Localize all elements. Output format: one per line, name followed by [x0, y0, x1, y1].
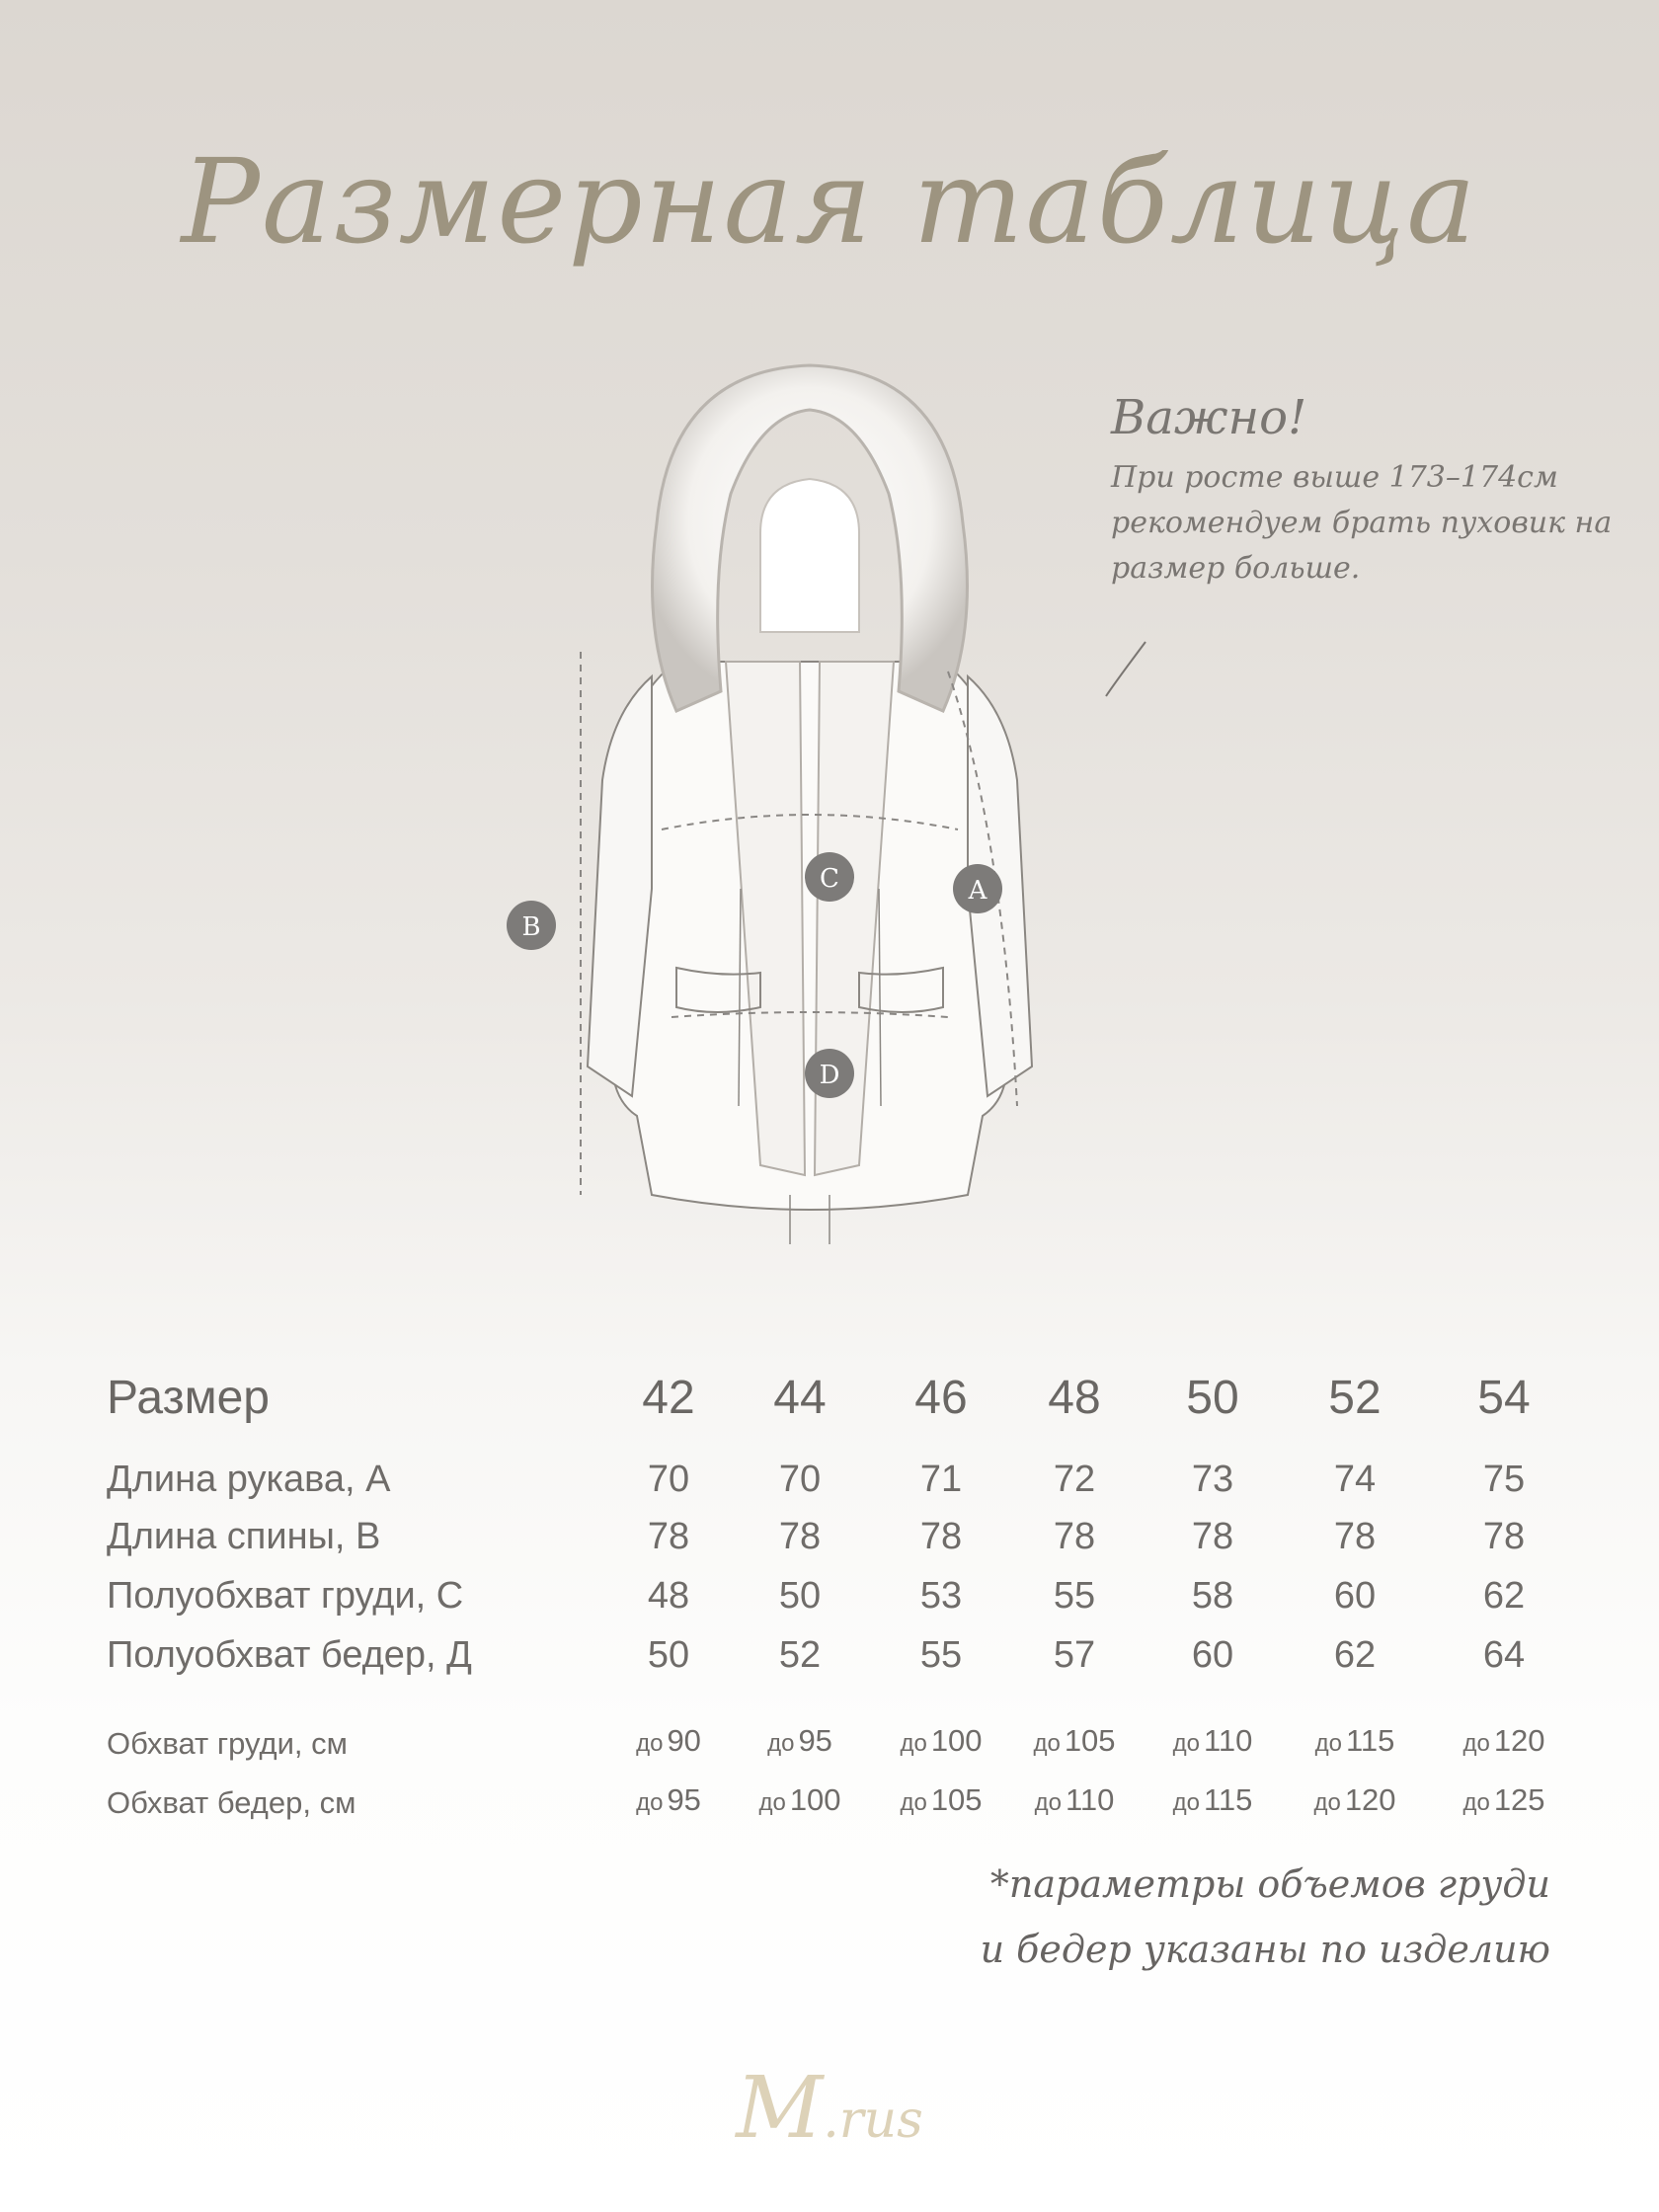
note-heading: Важно! — [1111, 390, 1307, 445]
marker-d — [805, 1049, 854, 1098]
size-header-cell: 54 — [1477, 1372, 1531, 1424]
coat-body — [612, 662, 1007, 1210]
size-header-cell: 44 — [773, 1372, 827, 1424]
table-cell: 78 — [919, 1516, 963, 1557]
footnote-line-2: и бедер указаны по изделию — [980, 1928, 1550, 1971]
table-cell: 78 — [1333, 1516, 1377, 1557]
body-cell: до 120 — [1462, 1723, 1545, 1758]
table-cell: 72 — [1053, 1459, 1096, 1500]
row-label: Полуобхват груди, С — [107, 1575, 464, 1617]
table-cell: 58 — [1191, 1575, 1234, 1617]
table-cell: 78 — [647, 1516, 690, 1557]
body-cell: до 115 — [1172, 1782, 1253, 1817]
table-cell: 50 — [778, 1575, 822, 1617]
logo-suffix: .rus — [823, 2091, 923, 2150]
table-cell: 52 — [778, 1634, 822, 1676]
size-header-cell: 50 — [1186, 1372, 1239, 1424]
table-cell: 55 — [1053, 1575, 1096, 1617]
table-cell: 62 — [1482, 1575, 1526, 1617]
table-cell: 62 — [1333, 1634, 1377, 1676]
table-cell: 48 — [647, 1575, 690, 1617]
row-label: Длина рукава, А — [107, 1459, 391, 1500]
table-cell: 78 — [778, 1516, 822, 1557]
table-cell: 60 — [1333, 1575, 1377, 1617]
row-label: Полуобхват бедер, Д — [107, 1634, 472, 1676]
table-cell: 55 — [919, 1634, 963, 1676]
body-cell: до 115 — [1314, 1723, 1395, 1758]
note-arrow — [1106, 642, 1146, 696]
page-title: Размерная таблица — [181, 133, 1478, 270]
body-row-label: Обхват бедер, см — [107, 1785, 356, 1820]
table-cell: 78 — [1482, 1516, 1526, 1557]
marker-c-label: C — [820, 864, 839, 894]
body-cell: до 110 — [1172, 1723, 1253, 1758]
size-header-cell: 52 — [1328, 1372, 1382, 1424]
table-cell: 73 — [1191, 1459, 1234, 1500]
body-cell: до 110 — [1034, 1782, 1115, 1817]
table-cell: 74 — [1333, 1459, 1377, 1500]
parka-illustration — [464, 336, 1155, 1284]
body-cell: до 105 — [900, 1782, 983, 1817]
body-cell: до 95 — [636, 1782, 701, 1817]
marker-b-label: B — [521, 912, 541, 942]
marker-d-label: D — [819, 1061, 840, 1090]
body-cell: до 100 — [758, 1782, 841, 1817]
body-cell: до 90 — [636, 1723, 701, 1758]
row-label: Длина спины, В — [107, 1516, 381, 1557]
body-cell: до 120 — [1313, 1782, 1396, 1817]
table-cell: 70 — [778, 1459, 822, 1500]
table-cell: 53 — [919, 1575, 963, 1617]
size-header-label: Размер — [107, 1372, 270, 1424]
table-cell: 71 — [919, 1459, 963, 1500]
size-header-cell: 48 — [1048, 1372, 1101, 1424]
logo-main: M — [736, 2059, 824, 2158]
table-cell: 75 — [1482, 1459, 1526, 1500]
size-header-cell: 42 — [642, 1372, 695, 1424]
footnote-line-1: *параметры объемов груди — [989, 1862, 1550, 1906]
body-row-label: Обхват груди, см — [107, 1726, 348, 1761]
brand-logo — [0, 2059, 1659, 2158]
marker-a-label: A — [968, 876, 988, 906]
table-cell: 50 — [647, 1634, 690, 1676]
size-header-cell: 46 — [914, 1372, 968, 1424]
table-cell: 60 — [1191, 1634, 1234, 1676]
table-cell: 78 — [1191, 1516, 1234, 1557]
table-cell: 64 — [1482, 1634, 1526, 1676]
note-text: При росте выше 173–174см рекомендуем брать пуховик на размер больше. — [1111, 460, 1613, 586]
body-cell: до 105 — [1033, 1723, 1116, 1758]
marker-a — [953, 864, 1002, 913]
table-cell: 57 — [1053, 1634, 1096, 1676]
footnote — [810, 1852, 1550, 1982]
body-cell: до 100 — [900, 1723, 983, 1758]
table-cell: 70 — [647, 1459, 690, 1500]
inner-hood — [760, 479, 859, 632]
important-note — [1111, 390, 1624, 592]
marker-c — [805, 852, 854, 902]
body-cell: до 95 — [767, 1723, 832, 1758]
marker-b — [507, 901, 556, 950]
body-cell: до 125 — [1462, 1782, 1545, 1817]
table-cell: 78 — [1053, 1516, 1096, 1557]
